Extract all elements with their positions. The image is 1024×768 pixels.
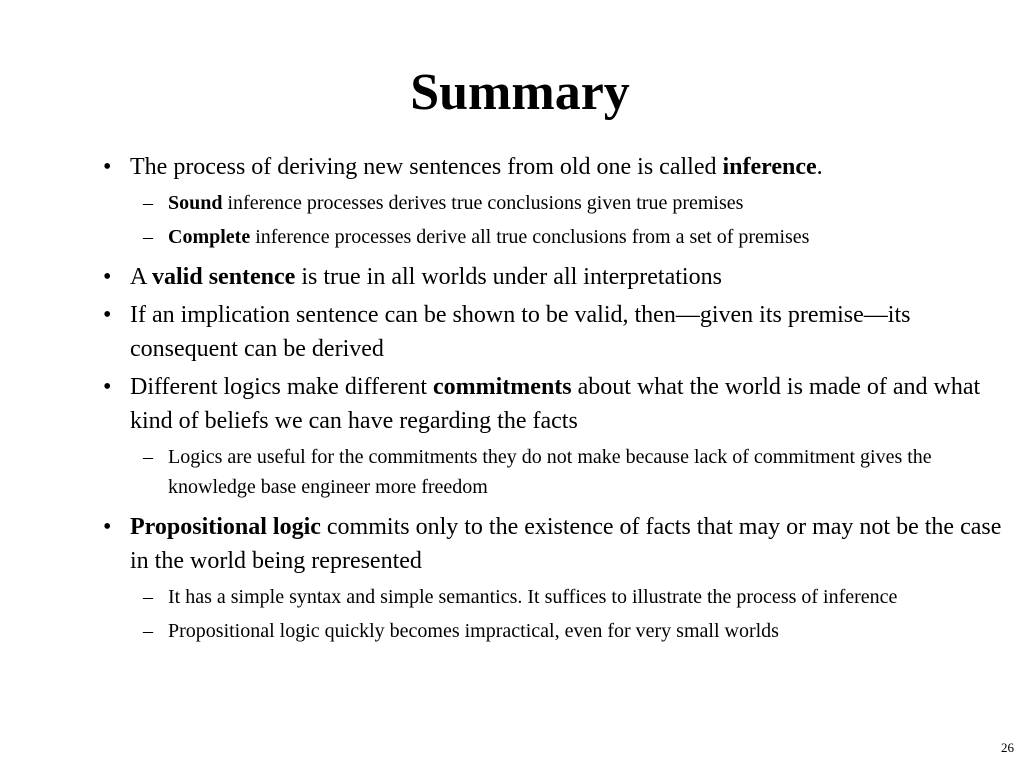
bullet-implication [103, 298, 1003, 366]
bold-term: inference [722, 154, 817, 180]
subbullet-complete [103, 222, 1003, 252]
slide-content [103, 150, 1003, 646]
bullet-text: about what the world is made of and what kind of beliefs we can have regarding the facts [130, 374, 981, 434]
subbullet-text: inference processes derive all true conclusions from a set of premises [250, 226, 810, 248]
bullet-icon: • [103, 302, 112, 328]
subbullet-logics-useful [103, 442, 1003, 502]
bullet-text: Different logics make different [130, 374, 433, 400]
bold-term: valid sentence [152, 264, 296, 290]
bullet-icon: • [103, 514, 112, 540]
bullet-text: is true in all worlds under all interpretations [295, 264, 722, 290]
bullet-propositional-logic [103, 510, 1003, 578]
slide-title: Summary [410, 64, 630, 121]
dash-icon: – [143, 586, 153, 608]
bullet-icon: • [103, 154, 112, 180]
subbullet-text: inference processes derives true conclusions given true premises [222, 192, 744, 214]
subbullet-text: It has a simple syntax and simple semantics. It suffices to illustrate the process of inference [168, 586, 898, 608]
bullet-text: The process of deriving new sentences from old one is called [130, 154, 723, 180]
bullet-icon: • [103, 374, 112, 400]
subbullet-impractical [103, 616, 1003, 646]
bold-term: commitments [433, 374, 572, 400]
bold-term: Sound [168, 192, 223, 214]
bullet-inference [103, 150, 1003, 184]
subbullet-text: Logics are useful for the commitments they do not make because lack of commitment gives the knowledge base engineer more freedom [168, 446, 932, 498]
dash-icon: – [143, 446, 153, 468]
bold-term: Complete [168, 226, 251, 248]
bullet-text: . [816, 154, 823, 180]
bullet-text: commits only to the existence of facts that may or may not be the case in the world being represented [130, 514, 1002, 574]
bullet-valid-sentence [103, 260, 1003, 294]
subbullet-simple-syntax [103, 582, 1003, 612]
bold-term: Propositional logic [130, 514, 321, 540]
dash-icon: – [143, 620, 153, 642]
subbullet-text: Propositional logic quickly becomes impractical, even for very small worlds [168, 620, 779, 642]
dash-icon: – [143, 226, 153, 248]
dash-icon: – [143, 192, 153, 214]
page-number: 26 [1001, 740, 1014, 755]
bullet-text: A [130, 264, 153, 290]
bullet-icon: • [103, 264, 112, 290]
subbullet-sound [103, 188, 1003, 218]
bullet-text: If an implication sentence can be shown to be valid, then—given its premise—its consequent can be derived [130, 302, 911, 362]
bullet-commitments [103, 370, 1003, 438]
